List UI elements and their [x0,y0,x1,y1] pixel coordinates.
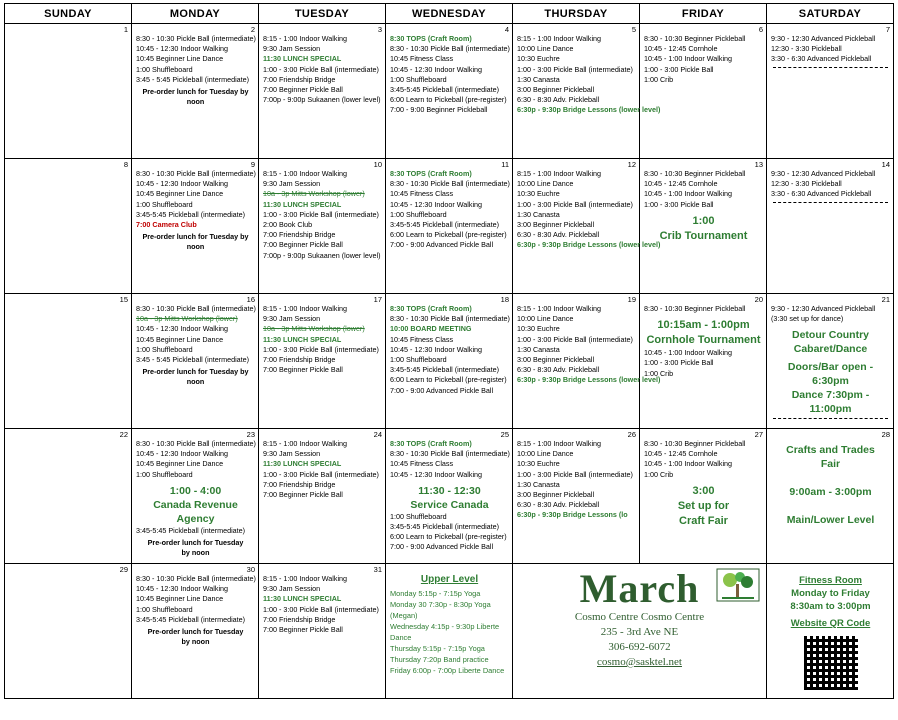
day-number: 30 [246,565,255,574]
qr-label: Website QR Code [790,618,871,629]
highlight-event: Crafts and Trades [786,444,875,456]
event-item: 1:00 - 3:00 Pickle Ball [644,199,714,209]
fitness-room-panel [767,564,894,699]
event-item: 1:30 Canasta [517,74,560,84]
event-item: 1:00 Shuffleboard [136,64,193,74]
event-item: 6:30p - 9:30p Bridge Lessons (lower level) [517,375,661,385]
event-item: 6:30p - 9:30p Bridge Lessons (lo [517,510,628,520]
day-header-tuesday: TUESDAY [259,4,386,24]
calendar-day-cell [513,159,661,294]
day-header-saturday: SATURDAY [767,4,894,24]
event-item: 10:45 - 1:00 Indoor Walking [644,348,733,358]
day-number: 23 [246,430,255,439]
day-header-wednesday: WEDNESDAY [386,4,513,24]
event-item: 10:45 - 12:30 Indoor Walking [390,469,483,479]
highlight-event: 3:00 [692,484,715,497]
event-item: 10:00 Line Dance [517,44,574,54]
event-item: 8:30 - 10:30 Beginner Pickleball [644,439,746,448]
event-item: 8:30 TOPS (Craft Room) [390,169,472,178]
event-item: 3:45-5:45 Pickleball (intermediate) [390,220,500,230]
event-item: 7:00 Friendship Bridge [263,614,336,624]
highlight-event: Dance 7:30pm - 11:00pm [791,389,870,416]
event-item: 10:45 - 12:30 Indoor Walking [136,324,229,334]
event-item: 10:45 - 12:45 Cornhole [644,44,718,54]
event-item: 10:45 Fitness Class [390,189,454,199]
preorder-note: Pre-order lunch for Tuesday by noon [142,367,249,387]
event-item: 9:30 Jam Session [263,584,321,594]
event-item: 1:00 - 3:00 Pickle Ball [644,358,714,368]
event-item: 8:30 - 10:30 Pickle Ball (intermediate) [390,44,510,54]
event-item: 1:00 - 3:00 Pickle Ball [644,64,714,74]
day-number: 19 [627,295,636,304]
event-item: 11:30 LUNCH SPECIAL [263,54,342,64]
fitness-hours: 8:30am to 3:00pm [790,601,871,612]
day-header-monday: MONDAY [132,4,259,24]
day-number: 9 [250,160,255,169]
highlight-event [771,499,890,513]
event-item: 10:00 Line Dance [517,179,574,189]
day-number: 29 [119,565,128,574]
upper-level-panel [386,564,513,699]
event-item: 10:45 - 1:00 Indoor Walking [644,459,733,469]
event-item: 1:00 - 3:00 Pickle Ball (intermediate) [517,199,633,209]
event-item: 7:00 - 9:00 Advanced Pickle Ball [390,542,494,552]
event-item: 10a - 3p Mitts Workshop (lower) [263,189,365,199]
upper-level-item: Thursday 7:20p Band practice [390,655,489,664]
event-item: 9:30 - 12:30 Advanced Pickleball [771,169,876,178]
event-item: 1:00 - 3:00 Pickle Ball (intermediate) [517,469,633,479]
event-item: 1:00 - 3:00 Pickle Ball (intermediate) [263,469,379,479]
day-number: 8 [123,160,128,169]
event-item: 10:45 - 12:30 Indoor Walking [390,199,483,209]
event-item: 1:00 - 3:00 Pickle Ball (intermediate) [263,604,379,614]
month-title: March [579,566,700,611]
event-item: 8:15 - 1:00 Indoor Walking [517,304,602,313]
calendar-day-cell [386,429,513,564]
calendar-day-cell [132,429,259,564]
event-item: 8:30 - 10:30 Pickle Ball (intermediate) [136,304,256,313]
event-item: 1:00 - 3:00 Pickle Ball (intermediate) [517,64,633,74]
event-item: 8:15 - 1:00 Indoor Walking [263,574,348,583]
highlight-event: Fair [820,458,841,470]
calendar-day-cell [5,24,132,159]
event-item: 8:15 - 1:00 Indoor Walking [263,169,348,178]
upper-level-item: Friday 6:00p - 7:00p Liberte Dance [390,666,505,675]
event-item: 10:45 Beginner Line Dance [136,594,224,604]
org-email-link[interactable]: cosmo@sasktel.net [597,656,682,668]
event-item: 10:00 Line Dance [517,314,574,324]
event-item: 9:30 - 12:30 Advanced Pickleball [771,34,876,43]
event-item: 10:45 - 12:30 Indoor Walking [390,344,483,354]
event-item: 12:30 - 3:30 Pickleball [771,179,842,189]
highlight-event: 9:00am - 3:00pm [789,486,872,498]
event-item: 8:30 - 10:30 Pickle Ball (intermediate) [390,179,510,189]
event-item: 8:30 - 10:30 Pickle Ball (intermediate) [136,574,256,583]
event-item: 1:00 Shuffleboard [390,74,447,84]
highlight-event [771,471,890,485]
event-item: 6:30p - 9:30p Bridge Lessons (lower level) [517,105,661,115]
event-item: 10:45 Fitness Class [390,459,454,469]
fitness-title: Fitness Room [799,575,862,586]
event-item: 1:00 Shuffleboard [136,604,193,614]
calendar-day-cell [640,159,767,294]
event-item: 7:00 Camera Club [136,220,197,230]
day-number: 20 [754,295,763,304]
day-number: 3 [377,25,382,34]
calendar-day-cell [259,564,386,699]
event-item: 1:30 Canasta [517,209,560,219]
event-item: 10a - 3p Mitts Workshop (lower) [263,324,365,334]
event-item: 8:30 TOPS (Craft Room) [390,439,472,448]
event-item: 1:00 Shuffleboard [136,199,193,209]
day-number: 13 [754,160,763,169]
event-item: 9:30 Jam Session [263,314,321,324]
event-item: 8:15 - 1:00 Indoor Walking [263,304,348,313]
calendar-day-cell [259,429,386,564]
event-item: 3:00 Beginner Pickleball [517,490,595,500]
event-item: 6:30 - 8:30 Adv. Pickleball [517,230,600,240]
event-item: 3:45-5:45 Pickleball (intermediate) [136,525,246,535]
event-item: 3:30 - 6:30 Advanced Pickleball [771,54,872,64]
calendar-day-cell [132,294,259,429]
upper-level-title: Upper Level [420,574,479,585]
calendar-day-cell [132,24,259,159]
event-item: 7:00 - 9:00 Advanced Pickle Ball [390,240,494,250]
event-item: 9:30 Jam Session [263,179,321,189]
event-item: 10:45 Beginner Line Dance [136,334,224,344]
highlight-event: 11:30 - 12:30 [418,484,481,497]
event-item: 11:30 LUNCH SPECIAL [263,459,342,469]
event-item: 1:00 Shuffleboard [136,469,193,479]
day-number: 1 [123,25,128,34]
event-item: 1:30 Canasta [517,479,560,489]
highlight-event: Detour Country [792,329,869,342]
event-item: 7:00 Beginner Pickle Ball [263,240,343,250]
event-item: 10:45 - 12:30 Indoor Walking [136,584,229,594]
event-item: 3:45-5:45 Pickleball (intermediate) [136,209,246,219]
event-item: 8:30 - 10:30 Pickle Ball (intermediate) [390,449,510,459]
calendar-week-row [5,294,894,429]
day-number: 27 [754,430,763,439]
event-item: 1:00 Shuffleboard [136,344,193,354]
event-item: 9:30 - 12:30 Advanced Pickleball [771,304,876,313]
event-item: 11:30 LUNCH SPECIAL [263,594,342,604]
day-number: 21 [881,295,890,304]
event-item: 3:45-5:45 Pickleball (intermediate) [390,365,500,375]
event-item: 7:00p - 9:00p Sukaanen (lower level) [263,250,381,260]
event-item: 6:00 Learn to Pickeball (pre-register) [390,95,507,105]
calendar-day-cell [259,24,386,159]
event-item: 10:00 Line Dance [517,449,574,459]
event-item: 10:30 Euchre [517,189,560,199]
preorder-note: Pre-order lunch for Tuesday by noon [147,538,244,558]
event-item: 1:30 Canasta [517,344,560,354]
event-item: 8:15 - 1:00 Indoor Walking [263,439,348,448]
day-number: 18 [500,295,509,304]
day-header-friday: FRIDAY [640,4,767,24]
calendar-week-row [5,24,894,159]
event-item: 1:00 Shuffleboard [390,355,447,365]
preorder-note: Pre-order lunch for Tuesday by noon [147,627,244,647]
calendar-day-cell [259,294,386,429]
event-item: 7:00 Friendship Bridge [263,479,336,489]
upper-level-item: Monday 30 7:30p - 8:30p Yoga (Megan) [390,600,491,620]
preorder-note: Pre-order lunch for Tuesday by noon [142,87,249,107]
day-number: 17 [373,295,382,304]
event-item: 8:15 - 1:00 Indoor Walking [517,439,602,448]
highlight-event: Service Canada [410,498,489,511]
event-item: 10:30 Euchre [517,54,560,64]
event-item: 1:00 - 3:00 Pickle Ball (intermediate) [263,64,379,74]
day-number: 26 [627,430,636,439]
branding-panel [513,564,767,699]
event-item: 10:45 Beginner Line Dance [136,189,224,199]
event-item: 3:00 Beginner Pickleball [517,85,595,95]
event-item: 7:00 Friendship Bridge [263,74,336,84]
event-item: 7:00 - 9:00 Advanced Pickle Ball [390,385,494,395]
event-item: 8:30 - 10:30 Pickle Ball (intermediate) [136,439,256,448]
cosmo-logo-icon [716,568,760,602]
event-item: 8:30 TOPS (Craft Room) [390,304,472,313]
calendar-week-row [5,159,894,294]
event-item: 10:45 - 12:30 Indoor Walking [390,64,483,74]
event-item: 7:00 Beginner Pickle Ball [263,85,343,95]
event-item: 10:45 Beginner Line Dance [136,459,224,469]
highlight-event: Crib Tournament [659,229,748,242]
fitness-days: Monday to Friday [791,588,870,599]
event-item: 7:00 Friendship Bridge [263,355,336,365]
event-item: 10:00 BOARD MEETING [390,324,472,334]
calendar-table [4,3,894,699]
event-item: 8:30 - 10:30 Beginner Pickleball [644,34,746,43]
event-item: 6:00 Learn to Pickeball (pre-register) [390,532,507,542]
calendar-day-cell [259,159,386,294]
day-header-thursday: THURSDAY [513,4,640,24]
calendar-day-cell [640,429,767,564]
event-item: 8:30 - 10:30 Beginner Pickleball [644,169,746,178]
day-number: 4 [504,25,509,34]
highlight-event: Cabaret/Dance [793,343,868,356]
highlight-event: Canada Revenue Agency [153,498,238,525]
calendar-day-cell [5,564,132,699]
event-item: 10:45 - 12:45 Cornhole [644,449,718,459]
highlight-event: 1:00 [692,214,715,227]
event-item: 10:30 Euchre [517,324,560,334]
org-phone: 306-692-6072 [608,641,671,653]
event-item: 8:30 - 10:30 Pickle Ball (intermediate) [390,314,510,324]
event-item: 3:30 - 6:30 Advanced Pickleball [771,189,872,199]
highlight-event: Cornhole Tournament [646,334,761,347]
event-item: 3:45-5:45 Pickleball (intermediate) [136,614,246,624]
event-item: 10:45 Beginner Line Dance [136,54,224,64]
event-item: 7:00 Friendship Bridge [263,230,336,240]
event-item: 8:15 - 1:00 Indoor Walking [263,34,348,43]
calendar-week-row [5,429,894,564]
highlight-event: Doors/Bar open - 6:30pm [787,361,874,388]
highlight-event: Set up for [677,499,730,512]
event-item: 11:30 LUNCH SPECIAL [263,199,342,209]
event-item: 1:00 - 3:00 Pickle Ball (intermediate) [263,209,379,219]
calendar-day-cell [767,159,894,294]
cell-divider [773,202,888,203]
event-item: 10:45 - 1:00 Indoor Walking [644,189,733,199]
cell-divider [773,67,888,68]
event-item: 1:00 Shuffleboard [390,209,447,219]
event-item: 8:30 - 10:30 Beginner Pickleball [644,304,746,313]
event-item: 7:00 Beginner Pickle Ball [263,625,343,635]
event-item: 11:30 LUNCH SPECIAL [263,334,342,344]
day-number: 16 [246,295,255,304]
day-number: 12 [627,160,636,169]
calendar-day-cell [767,24,894,159]
event-item: 10:30 Euchre [517,459,560,469]
event-item: 6:30 - 8:30 Adv. Pickleball [517,500,600,510]
event-item: 1:00 - 3:00 Pickle Ball (intermediate) [263,344,379,354]
event-item: 8:15 - 1:00 Indoor Walking [517,34,602,43]
day-number: 28 [881,430,890,439]
event-item: 8:30 - 10:30 Pickle Ball (intermediate) [136,34,256,43]
event-item: 10:45 Fitness Class [390,334,454,344]
event-item: 10a - 3p Mitts Workshop (lower) [136,314,238,324]
highlight-event: Craft Fair [679,514,728,527]
highlight-event: Main/Lower Level [786,514,875,526]
event-item: 6:00 Learn to Pickeball (pre-register) [390,375,507,385]
event-item: 2:00 Book Club [263,220,313,230]
event-item: 12:30 - 3:30 Pickleball [771,44,842,54]
calendar-day-cell [640,24,767,159]
calendar-day-cell [132,159,259,294]
event-item: 1:00 Shuffleboard [390,511,447,521]
event-item: 3:45-5:45 Pickleball (intermediate) [390,522,500,532]
upper-level-item: Monday 5:15p - 7:15p Yoga [390,589,481,598]
day-number: 5 [631,25,636,34]
event-item: 3:00 Beginner Pickleball [517,355,595,365]
event-item: 1:00 Crib [644,368,674,378]
event-item: 10:45 - 12:30 Indoor Walking [136,449,229,459]
calendar-day-cell [5,429,132,564]
upper-level-item: Wednesday 4:15p - 9:30p Liberte Dance [390,622,500,642]
event-item: 3:45-5:45 Pickleball (intermediate) [390,85,500,95]
event-item: 1:00 - 3:00 Pickle Ball (intermediate) [517,334,633,344]
event-item: 3:45 - 5:45 Pickleball (intermediate) [136,74,250,84]
event-item: 10:45 Fitness Class [390,54,454,64]
calendar-day-cell [513,429,640,564]
calendar-week-row [5,564,894,699]
day-number: 11 [501,160,509,169]
day-number: 6 [758,25,763,34]
day-header-sunday: SUNDAY [5,4,132,24]
org-name: Cosmo Centre Cosmo Centre [574,611,705,623]
highlight-event: 10:15am - 1:00pm [657,319,750,332]
event-item: 8:15 - 1:00 Indoor Walking [517,169,602,178]
day-number: 7 [885,25,890,34]
event-item: 8:30 - 10:30 Pickle Ball (intermediate) [136,169,256,178]
event-item: 7:00 - 9:00 Beginner Pickleball [390,105,488,115]
event-item: 9:30 Jam Session [263,449,321,459]
event-item: 6:00 Learn to Pickeball (pre-register) [390,230,507,240]
website-qr-code-icon[interactable] [802,634,860,692]
event-item: 3:45 - 5:45 Pickleball (intermediate) [136,355,250,365]
event-item: 8:30 TOPS (Craft Room) [390,34,472,43]
event-item: 10:45 - 12:45 Cornhole [644,179,718,189]
calendar-header-row [5,4,894,24]
calendar-day-cell [640,294,767,429]
event-item: 6:30 - 8:30 Adv. Pickleball [517,95,600,105]
calendar-day-cell [767,429,894,564]
event-item: 6:30 - 8:30 Adv. Pickleball [517,365,600,375]
cell-divider [773,418,888,419]
event-item: 1:00 Crib [644,469,674,479]
day-number: 14 [881,160,890,169]
event-item: 7:00 Beginner Pickle Ball [263,365,343,375]
day-number: 25 [500,430,509,439]
event-item: 7:00p - 9:00p Sukaanen (lower level) [263,95,381,105]
event-item: 10:45 - 1:00 Indoor Walking [644,54,733,64]
event-item: 6:30p - 9:30p Bridge Lessons (lower level) [517,240,661,250]
calendar-day-cell [386,159,513,294]
day-number: 24 [373,430,382,439]
day-number: 2 [250,25,255,34]
calendar-day-cell [5,159,132,294]
event-item: 10:45 - 12:30 Indoor Walking [136,179,229,189]
event-item: 9:30 Jam Session [263,44,321,54]
calendar-day-cell [386,24,513,159]
event-item: 7:00 Beginner Pickle Ball [263,490,343,500]
calendar-day-cell [132,564,259,699]
upper-level-item: Thursday 5:15p - 7:15p Yoga [390,644,485,653]
event-item: 1:00 Crib [644,74,674,84]
highlight-event: 1:00 - 4:00 [169,484,222,497]
preorder-note: Pre-order lunch for Tuesday by noon [142,232,249,252]
day-number: 31 [373,565,382,574]
calendar-day-cell [767,294,894,429]
day-number: 15 [119,295,128,304]
event-item: 10:45 - 12:30 Indoor Walking [136,44,229,54]
event-item: 3:00 Beginner Pickleball [517,220,595,230]
day-number: 22 [119,430,128,439]
calendar-day-cell [5,294,132,429]
org-address: 235 - 3rd Ave NE [600,626,679,638]
day-number: 10 [373,160,382,169]
calendar-day-cell [386,294,513,429]
event-item: (3:30 set up for dance) [771,314,844,324]
